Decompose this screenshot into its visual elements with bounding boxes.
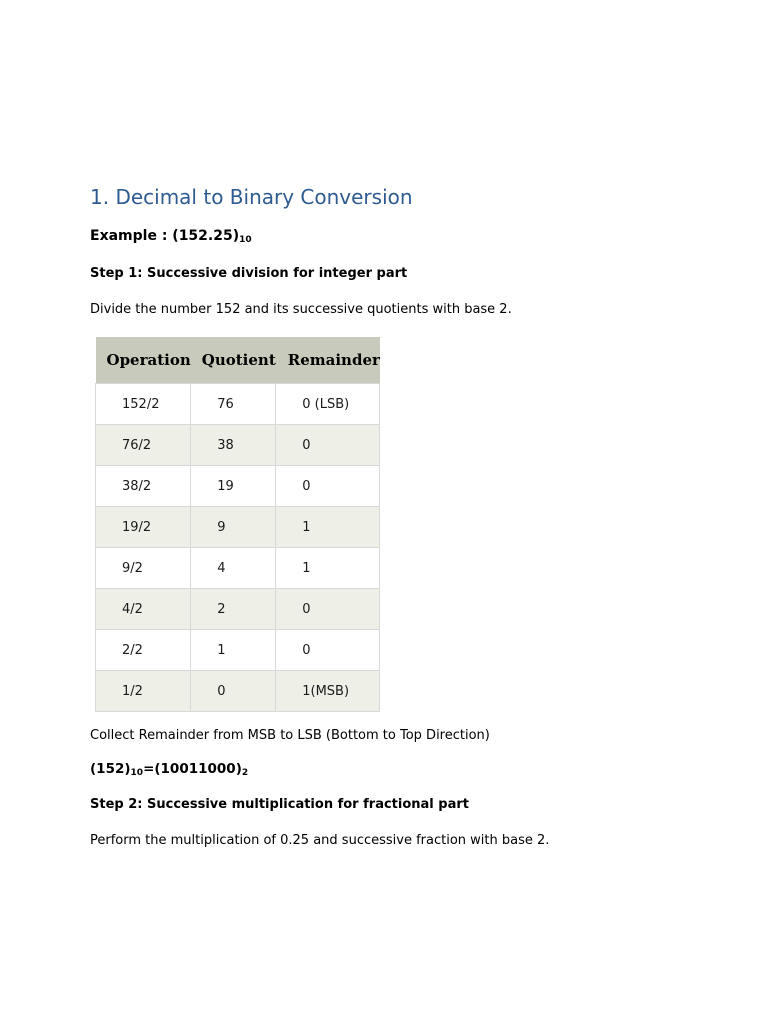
cell-quotient: 38 (191, 425, 276, 466)
table-header-row (96, 337, 380, 384)
example-line (90, 228, 252, 245)
step2-description: Perform the multiplication of 0.25 and successive fraction with base 2. (90, 833, 550, 848)
result-left: (152) (90, 761, 131, 777)
cell-quotient: 0 (191, 671, 276, 712)
cell-remainder: 1(MSB) (276, 671, 380, 712)
cell-operation: 38/2 (96, 466, 191, 507)
step1-description: Divide the number 152 and its successive quotients with base 2. (90, 302, 512, 317)
result-equals: =(10011000) (143, 761, 242, 777)
cell-quotient: 9 (191, 507, 276, 548)
cell-operation: 9/2 (96, 548, 191, 589)
result-right-base: 2 (241, 768, 249, 778)
table-row (96, 548, 380, 589)
example-label: Example : (152.25) (90, 228, 240, 244)
cell-remainder: 0 (276, 630, 380, 671)
cell-remainder: 0 (LSB) (276, 384, 380, 425)
cell-operation: 2/2 (96, 630, 191, 671)
section-heading: 1. Decimal to Binary Conversion (90, 185, 413, 209)
result-left-base: 10 (130, 768, 144, 778)
header-quotient: Quotient (191, 337, 276, 384)
cell-quotient: 19 (191, 466, 276, 507)
integer-result (90, 761, 248, 778)
cell-operation: 76/2 (96, 425, 191, 466)
table-row (96, 466, 380, 507)
cell-remainder: 1 (276, 507, 380, 548)
table-row (96, 425, 380, 466)
table-row (96, 671, 380, 712)
example-base-subscript: 10 (239, 235, 252, 245)
cell-remainder: 0 (276, 589, 380, 630)
step2-title: Step 2: Successive multiplication for fractional part (90, 797, 469, 812)
cell-operation: 19/2 (96, 507, 191, 548)
cell-remainder: 0 (276, 425, 380, 466)
cell-operation: 4/2 (96, 589, 191, 630)
cell-remainder: 0 (276, 466, 380, 507)
table-row (96, 384, 380, 425)
collect-remainder-text: Collect Remainder from MSB to LSB (Bottom to Top Direction) (90, 728, 490, 743)
cell-quotient: 2 (191, 589, 276, 630)
division-table (95, 337, 380, 712)
division-table-container (95, 337, 380, 712)
cell-quotient: 76 (191, 384, 276, 425)
cell-quotient: 1 (191, 630, 276, 671)
header-remainder: Remainder (276, 337, 380, 384)
header-operation: Operation (96, 337, 191, 384)
table-row (96, 630, 380, 671)
cell-quotient: 4 (191, 548, 276, 589)
step1-title: Step 1: Successive division for integer part (90, 266, 408, 281)
table-row (96, 507, 380, 548)
cell-remainder: 1 (276, 548, 380, 589)
table-row (96, 589, 380, 630)
cell-operation: 1/2 (96, 671, 191, 712)
cell-operation: 152/2 (96, 384, 191, 425)
